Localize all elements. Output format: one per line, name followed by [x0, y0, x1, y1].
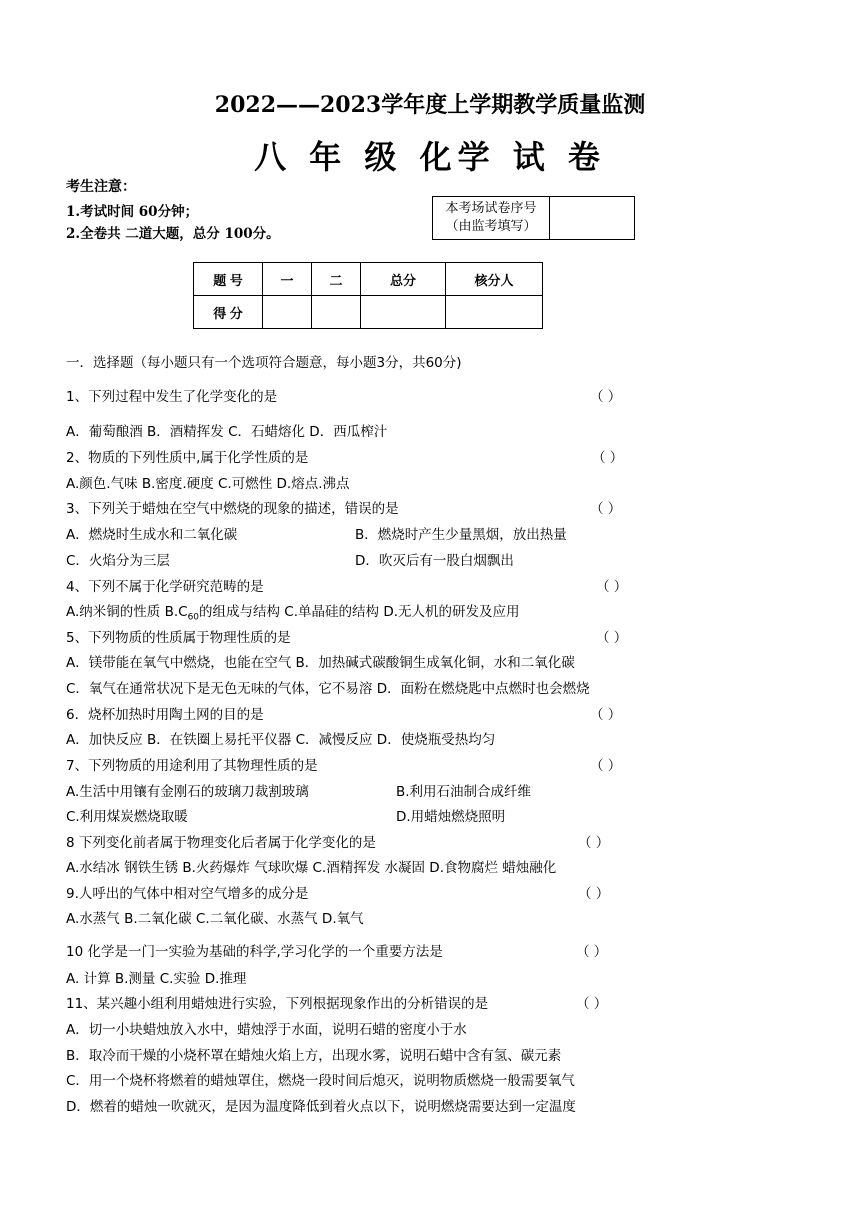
question-line: A．加快反应 B．在铁圈上易托平仪器 C．减慢反应 D．使烧瓶受热均匀 [66, 732, 496, 748]
question-option: D．吹灭后有一股白烟飘出 [355, 553, 514, 569]
score-header-cell: 一 [263, 263, 312, 296]
question-option: B.利用石油制合成纤维 [396, 784, 532, 800]
question-line: 2、物质的下列性质中,属于化学性质的是 [66, 450, 309, 466]
question-line: C．火焰分为三层 [66, 553, 170, 569]
score-cell [263, 296, 312, 329]
serial-label-line2: （由监考填写） [445, 219, 537, 234]
score-cell [361, 296, 446, 329]
score-header-cell: 题 号 [194, 263, 263, 296]
score-header-cell: 核分人 [446, 263, 543, 296]
answer-bracket: （ ） [578, 835, 610, 851]
question-line: C．氧气在通常状况下是无色无味的气体，它不易溶 D．面粉在燃烧匙中点燃时也会燃烧 [66, 681, 590, 697]
subscript: 60 [187, 612, 200, 623]
score-header-cell: 总分 [361, 263, 446, 296]
answer-bracket: （ ） [590, 707, 622, 723]
question-line: A. 计算 B.测量 C.实验 D.推理 [66, 971, 247, 987]
question-line: 4、下列不属于化学研究范畴的是 [66, 579, 264, 595]
question-line: 9.人呼出的气体中相对空气增多的成分是 [66, 886, 309, 902]
question-line: A.水结冰 钢铁生锈 B.火药爆炸 气球吹爆 C.酒精挥发 水凝固 D.食物腐烂 蜡烛融化 [66, 860, 557, 876]
exam-title-year: 2022——2023学年度上学期教学质量监测 [214, 92, 646, 118]
score-row-label: 得 分 [194, 296, 263, 329]
answer-bracket: （ ） [590, 389, 622, 405]
answer-bracket: （ ） [592, 450, 624, 466]
question-line: 1、下列过程中发生了化学变化的是 [66, 389, 278, 405]
question-option: D.用蜡烛燃烧照明 [396, 809, 506, 825]
question-line: A．燃烧时生成水和二氧化碳 [66, 527, 238, 543]
question-line: A.颜色.气味 B.密度.硬度 C.可燃性 D.熔点.沸点 [66, 476, 350, 492]
question-line: A.生活中用镶有金刚石的玻璃刀裁割玻璃 [66, 784, 309, 800]
question-line: 10 化学是一门一实验为基础的科学,学习化学的一个重要方法是 [66, 944, 443, 960]
question-line: A．切一小块蜡烛放入水中，蜡烛浮于水面，说明石蜡的密度小于水 [66, 1022, 467, 1038]
score-cell [446, 296, 543, 329]
notice-item: 2.全卷共 二道大题，总分 100分。 [66, 226, 280, 242]
answer-bracket: （ ） [578, 886, 610, 902]
question-line: 5、下列物质的性质属于物理性质的是 [66, 630, 291, 646]
answer-bracket: （ ） [590, 501, 622, 517]
serial-label [433, 197, 550, 240]
score-table [193, 262, 543, 329]
section-heading: 一．选择题（每小题只有一个选项符合题意，每小题3分，共60分) [66, 355, 462, 371]
serial-number-box [432, 196, 635, 240]
score-header-cell: 二 [312, 263, 361, 296]
exam-title-subject: 八 年 级 化学 试 卷 [254, 138, 606, 176]
question-line: 3、下列关于蜡烛在空气中燃烧的现象的描述，错误的是 [66, 501, 399, 517]
score-cell [312, 296, 361, 329]
question-line: A.水蒸气 B.二氧化碳 C.二氧化碳、水蒸气 D.氧气 [66, 911, 364, 927]
question-line: A.纳米铜的性质 $B.C_{60}$的组成与结构 C.单晶硅的结构 D.无人机的研发及应用 [66, 604, 520, 623]
question-line: D．燃着的蜡烛一吹就灭，是因为温度降低到着火点以下，说明燃烧需要达到一定温度 [66, 1099, 576, 1115]
question-line: 7、下列物质的用途利用了其物理性质的是 [66, 758, 318, 774]
notice-heading: 考生注意： [66, 179, 136, 195]
notice-item: 1.考试时间 60分钟； [66, 204, 199, 220]
question-line: B．取冷而干燥的小烧杯罩在蜡烛火焰上方，出现水雾，说明石蜡中含有氢、碳元素 [66, 1048, 562, 1064]
question-line: 6．烧杯加热时用陶土网的目的是 [66, 707, 264, 723]
question-option: B．燃烧时产生少量黑烟，放出热量 [355, 527, 567, 543]
serial-label-line1: 本考场试卷序号 [445, 201, 537, 216]
question-line: 8 下列变化前者属于物理变化后者属于化学变化的是 [66, 835, 376, 851]
question-line: C.利用煤炭燃烧取暖 [66, 809, 188, 825]
answer-bracket: （ ） [576, 996, 608, 1012]
question-line: 11、某兴趣小组利用蜡烛进行实验，下列根据现象作出的分析错误的是 [66, 996, 489, 1012]
answer-bracket: （ ） [596, 579, 628, 595]
answer-bracket: （ ） [590, 758, 622, 774]
answer-bracket: （ ） [596, 630, 628, 646]
answer-bracket: （ ） [576, 944, 608, 960]
serial-input-cell [550, 197, 635, 240]
question-line: A．镁带能在氧气中燃烧，也能在空气 B．加热碱式碳酸铜生成氧化铜，水和二氧化碳 [66, 655, 575, 671]
question-line: A．葡萄酿酒 B．酒精挥发 C．石蜡熔化 D．西瓜榨汁 [66, 424, 388, 440]
question-line: C．用一个烧杯将燃着的蜡烛罩住，燃烧一段时间后熄灭，说明物质燃烧一般需要氧气 [66, 1073, 575, 1089]
